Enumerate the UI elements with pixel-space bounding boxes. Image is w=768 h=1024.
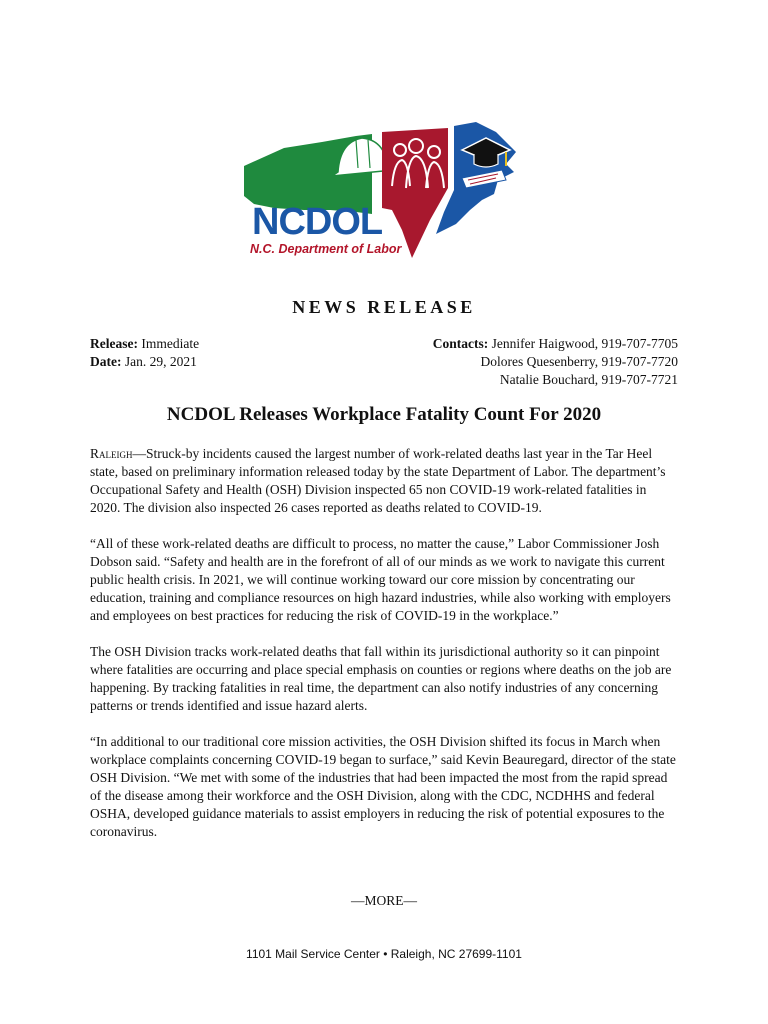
release-label: Release:: [90, 336, 138, 351]
contact-2: Dolores Quesenberry, 919-707-7720: [480, 354, 678, 369]
paragraph-1-text: —Struck-by incidents caused the largest number of work-related deaths last year in the Tar Heel state, based on preliminary information released today by the state Department of Labor. The department’s Occupational Safety and Health (OSH) Division inspected 65 non COVID-19 work-related fatalities in 2020. The division also inspected 26 cases reported as deaths related to COVID-19.: [90, 446, 666, 515]
date-label: Date:: [90, 354, 122, 369]
contact-3: Natalie Bouchard, 919-707-7721: [499, 372, 678, 387]
paragraph-1: [90, 445, 680, 517]
contacts-label: Contacts:: [432, 336, 489, 351]
release-line: [90, 335, 199, 353]
contact-1: Jennifer Haigwood, 919-707-7705: [488, 336, 678, 351]
date-line: [90, 353, 199, 371]
ncdol-wordmark: NCDOL: [252, 201, 383, 243]
paragraph-4: “In additional to our traditional core mission activities, the OSH Division shifted its focus in March when workplace complaints concerning COVID-19 began to surface,” said Kevin Beauregard, director of the state OSH Division. “We met with some of the industries that had been impacted the most from the rapid spread of the disease among their workforce and the OSH Division, along with the CDC, NCDHHS and federal OSHA, developed guidance materials to assist employers in reducing the risk of potential exposures to the coronavirus.: [90, 734, 676, 839]
more-marker: —MORE—: [350, 893, 417, 908]
department-subtitle: N.C. Department of Labor: [250, 242, 402, 256]
release-title: NCDOL Releases Workplace Fatality Count For 2020: [166, 404, 602, 425]
footer-address: 1101 Mail Service Center • Raleigh, NC 27699-1101: [246, 947, 522, 961]
release-value: Immediate: [137, 336, 200, 351]
release-info: [90, 335, 199, 371]
paragraph-3: The OSH Division tracks work-related deaths that fall within its jurisdictional authority so it can pinpoint where fatalities are occurring and place special emphasis on counties or regions where deaths on the job are happening. By tracking fatalities in real time, the department can also notify industries of any concerning patterns or trends identified and issue hazard alerts.: [90, 644, 672, 713]
dateline: Raleigh: [90, 446, 133, 461]
news-release-heading: NEWS RELEASE: [292, 297, 476, 317]
ncdol-logo: [244, 118, 524, 260]
paragraph-2: “All of these work-related deaths are difficult to process, no matter the cause,” Labor Commissioner Josh Dobson said. “Safety and health are in the forefront of all of our minds as we work to navigate this current public health crisis. In 2021, we will continue working toward our core mission by concentrating our education, training and compliance resources on high hazard industries, while also working with employers and employees on best practices for reducing the risk of COVID-19 in the workplace.”: [90, 536, 671, 623]
contact-line-1: [433, 335, 678, 353]
contacts-info: [433, 335, 678, 389]
date-value: Jan. 29, 2021: [121, 354, 197, 369]
release-body: [90, 445, 680, 859]
